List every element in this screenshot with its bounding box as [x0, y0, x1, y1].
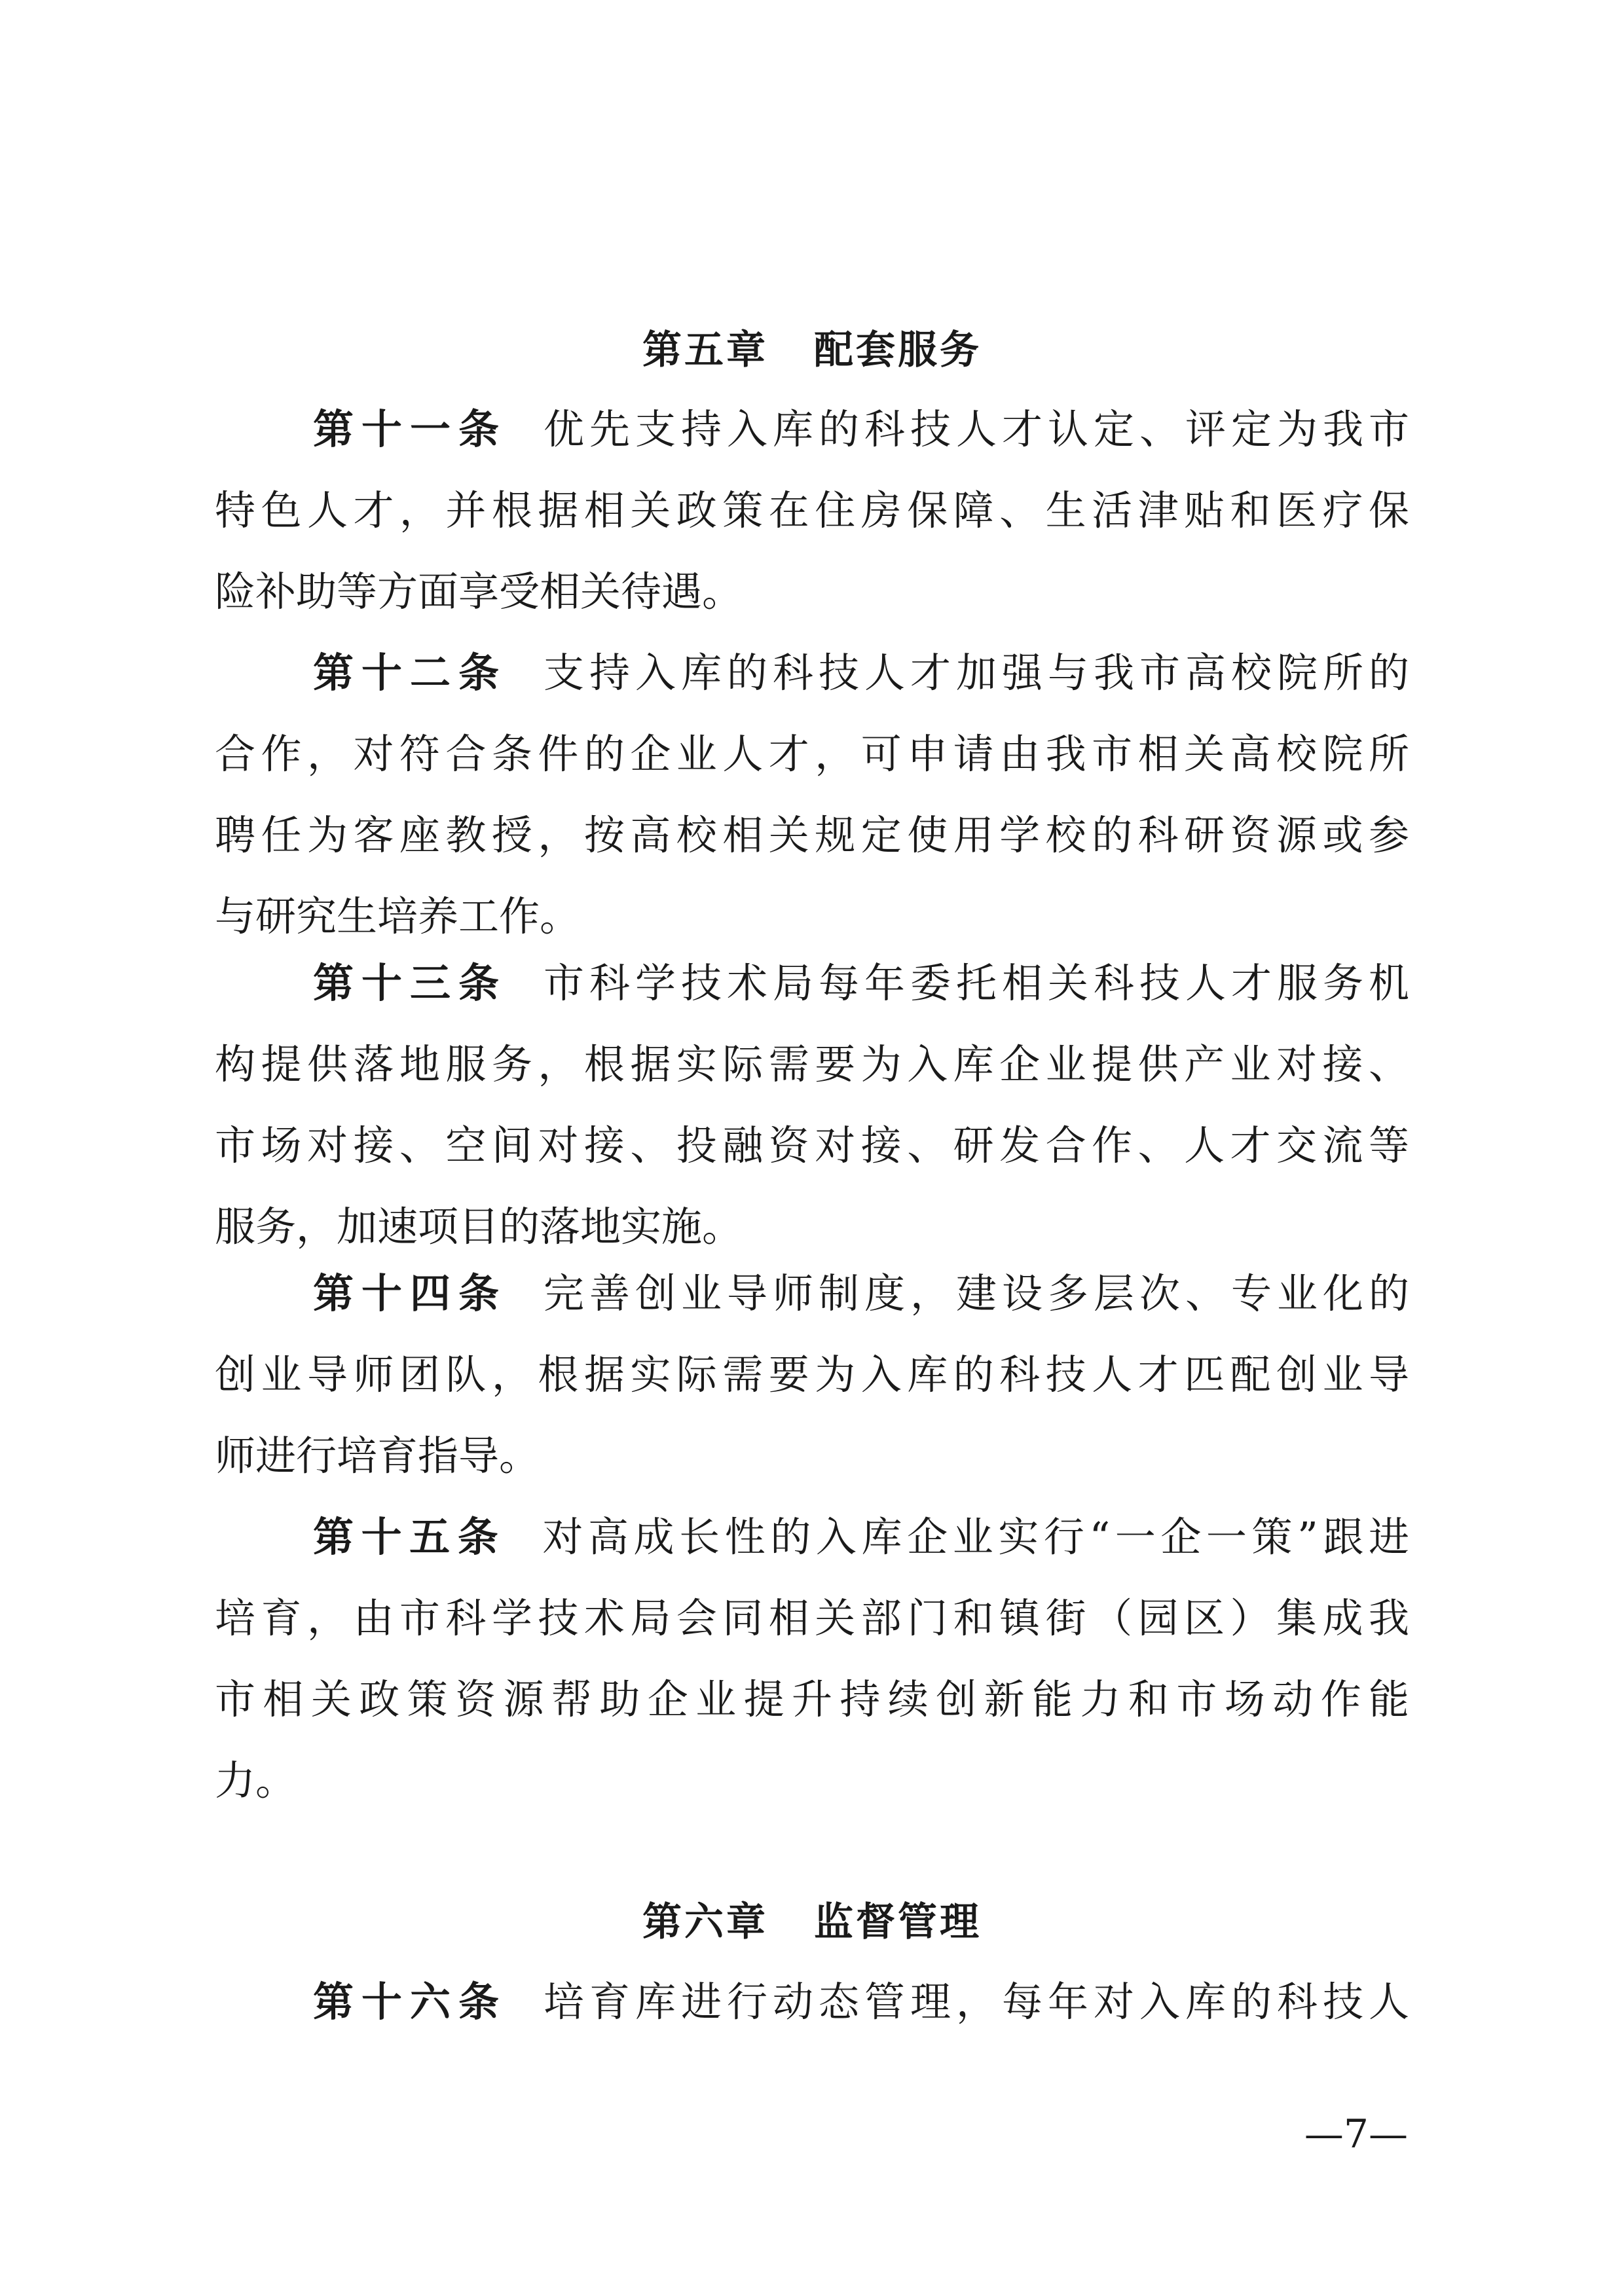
chapter-label: 第五章	[642, 327, 768, 373]
paragraph-line: 师进行培育指导。	[215, 1432, 540, 1480]
chapter-label: 第六章	[642, 1899, 768, 1945]
paragraph-line: 合作，对符合条件的企业人才，可申请由我市相关高校院所	[215, 730, 1409, 778]
article-label: 第十二条	[313, 649, 507, 697]
article-text: 完善创业导师制度，建设多层次、专业化的	[544, 1269, 1409, 1317]
paragraph-line: 市相关政策资源帮助企业提升持续创新能力和市场动作能	[215, 1675, 1409, 1723]
page-number: —7—	[1304, 2111, 1408, 2157]
paragraph-line: 创业导师团队，根据实际需要为入库的科技人才匹配创业导	[215, 1351, 1409, 1398]
paragraph-line: 服务，加速项目的落地实施。	[215, 1203, 743, 1250]
paragraph-line: 特色人才，并根据相关政策在住房保障、生活津贴和医疗保	[215, 486, 1409, 534]
article-paragraph	[215, 943, 1409, 1267]
article-label: 第十三条	[313, 959, 507, 1007]
article-label: 第十一条	[313, 405, 507, 453]
paragraph-line: 与研究生培养工作。	[215, 892, 581, 940]
article-paragraph	[215, 389, 1409, 632]
paragraph-line: 市场对接、空间对接、投融资对接、研发合作、人才交流等	[215, 1121, 1409, 1169]
article-text: 优先支持入库的科技人才认定、评定为我市	[544, 405, 1409, 453]
paragraph-line	[215, 943, 1409, 1024]
article-label: 第十六条	[313, 1978, 507, 2026]
paragraph-line: 构提供落地服务，根据实际需要为入库企业提供产业对接、	[215, 1040, 1409, 1088]
paragraph-line: 力。	[215, 1757, 297, 1804]
article-text: 培育库进行动态管理，每年对入库的科技人	[544, 1978, 1409, 2026]
paragraph-line	[215, 389, 1409, 470]
article-paragraph	[215, 1253, 1409, 1497]
chapter-heading	[0, 324, 1624, 376]
paragraph-line	[215, 1253, 1409, 1334]
article-text: 对高成长性的入库企业实行“一企一策”跟进	[542, 1513, 1409, 1561]
paragraph-line: 聘任为客座教授，按高校相关规定使用学校的科研资源或参	[215, 811, 1409, 859]
article-text: 市科学技术局每年委托相关科技人才服务机	[544, 959, 1409, 1007]
paragraph-line: 险补助等方面享受相关待遇。	[215, 568, 743, 615]
chapter-title: 配套服务	[814, 327, 982, 373]
paragraph-line	[215, 632, 1409, 714]
article-text: 支持入库的科技人才加强与我市高校院所的	[544, 649, 1409, 697]
article-paragraph	[215, 1497, 1409, 1821]
article-paragraph	[215, 1961, 1409, 2043]
chapter-title: 监督管理	[814, 1899, 982, 1945]
chapter-heading	[0, 1896, 1624, 1948]
article-label: 第十四条	[313, 1269, 507, 1317]
paragraph-line	[215, 1497, 1409, 1578]
paragraph-line: 培育，由市科学技术局会同相关部门和镇街（园区）集成我	[215, 1594, 1409, 1642]
article-label: 第十五条	[313, 1513, 506, 1561]
paragraph-line	[215, 1961, 1409, 2043]
article-paragraph	[215, 632, 1409, 957]
